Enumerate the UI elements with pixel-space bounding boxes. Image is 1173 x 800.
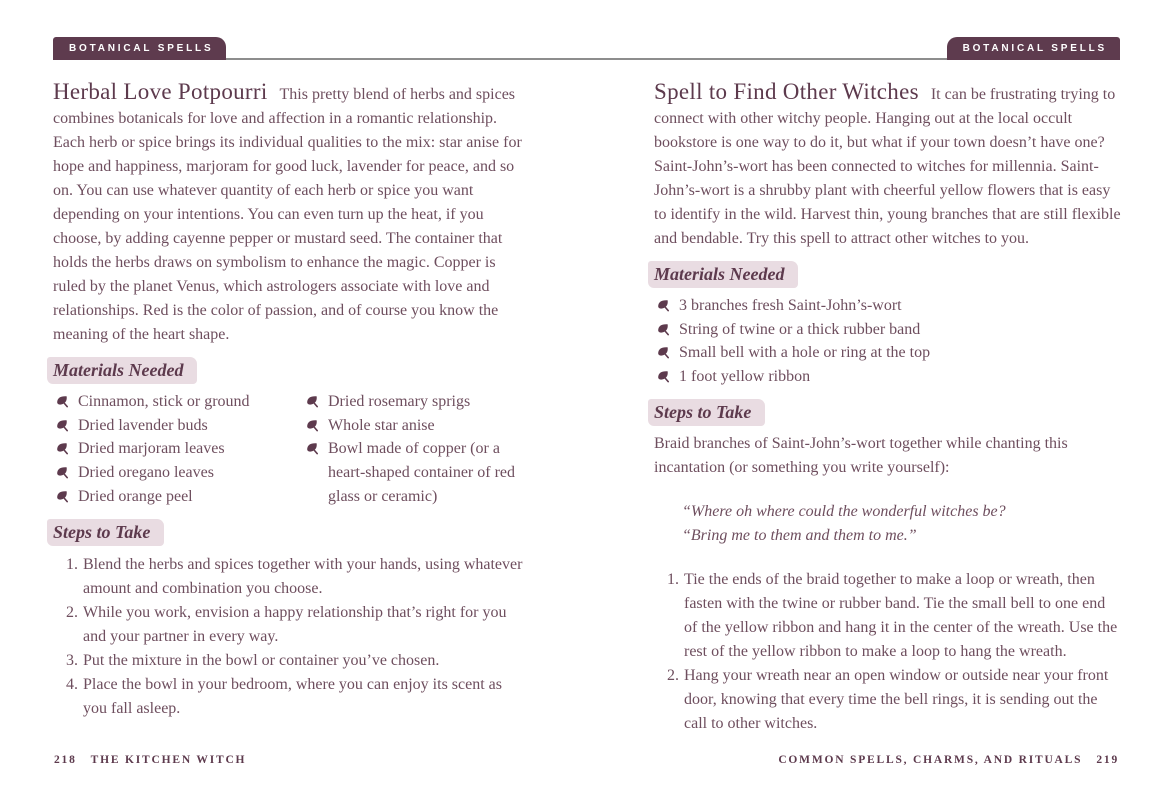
step-item: 1. Blend the herbs and spices together with your hands, using whatever amount and combination you choose. — [82, 553, 527, 601]
material-text: Dried lavender buds — [78, 416, 208, 434]
running-title-chapter: COMMON SPELLS, CHARMS, AND RITUALS — [778, 754, 1083, 766]
leaf-bullet-icon — [657, 346, 670, 359]
material-text: 1 foot yellow ribbon — [679, 368, 811, 386]
left-lead-paragraph — [53, 80, 527, 347]
material-item — [53, 461, 303, 485]
left-page-footer — [54, 754, 246, 766]
leaf-bullet-icon — [657, 323, 670, 336]
right-materials-list — [654, 294, 1122, 389]
leaf-bullet-icon — [56, 419, 69, 432]
left-materials-columns — [53, 388, 527, 509]
material-text: Dried orange peel — [78, 487, 193, 505]
material-item — [303, 390, 527, 414]
section-badge-left: BOTANICAL SPELLS — [53, 37, 226, 60]
material-item — [303, 414, 527, 438]
material-item — [654, 318, 1122, 342]
material-text: Dried oregano leaves — [78, 464, 214, 482]
left-materials-list-col1 — [53, 390, 303, 509]
page-number-left: 218 — [54, 754, 77, 766]
material-text: Bowl made of copper (or a heart-shaped container of red glass or ceramic) — [328, 440, 516, 505]
step-item: 3. Put the mixture in the bowl or container you’ve chosen. — [82, 649, 527, 673]
leaf-bullet-icon — [56, 395, 69, 408]
incantation-quote — [682, 500, 1122, 548]
leaf-bullet-icon — [56, 442, 69, 455]
material-item — [303, 437, 527, 508]
step-item: 2. Hang your wreath near an open window or outside near your front door, knowing that every time the bell rings, it is sending out the call to other witches. — [683, 664, 1122, 736]
material-item — [654, 365, 1122, 389]
right-page-footer — [778, 754, 1119, 766]
leaf-bullet-icon — [56, 490, 69, 503]
material-item — [53, 437, 303, 461]
right-intro-text: It can be frustrating trying to connect with other witchy people. Hanging out at the local occult bookstore is one way to do it, but what if your town doesn’t have one? Saint-John’s-wort has been connected to witches for millennia. Saint-John’s-wort is a shrubby plant with cheerful yellow flowers that is easy to identify in the wild. Harvest thin, young branches that are still flexible and bendable. Try this spell to attract other witches to you. — [654, 86, 1121, 247]
incantation-line: “Where oh where could the wonderful witches be? — [682, 502, 1006, 520]
left-materials-heading: Materials Needed — [47, 357, 197, 384]
left-steps-heading: Steps to Take — [47, 519, 164, 546]
material-text: 3 branches fresh Saint-John’s-wort — [679, 297, 902, 314]
leaf-bullet-icon — [657, 370, 670, 383]
incantation-line: “Bring me to them and them to me.” — [682, 526, 917, 544]
leaf-bullet-icon — [306, 395, 319, 408]
right-materials-heading: Materials Needed — [648, 261, 798, 288]
left-steps-list — [53, 553, 527, 721]
leaf-bullet-icon — [306, 419, 319, 432]
leaf-bullet-icon — [56, 466, 69, 479]
page-number-right: 219 — [1096, 754, 1119, 766]
step-item: 4. Place the bowl in your bedroom, where you can enjoy its scent as you fall asleep. — [82, 673, 527, 721]
right-steps-intro: Braid branches of Saint-John’s-wort together while chanting this incantation (or something you write yourself): — [654, 434, 1068, 476]
leaf-bullet-icon — [306, 442, 319, 455]
left-materials-list-col2 — [303, 390, 527, 509]
running-title-book: THE KITCHEN WITCH — [90, 754, 247, 766]
material-item — [654, 341, 1122, 365]
right-page — [654, 80, 1122, 736]
right-steps-list — [654, 568, 1122, 736]
section-badge-right: BOTANICAL SPELLS — [947, 37, 1120, 60]
material-text: Dried rosemary sprigs — [328, 393, 471, 410]
leaf-bullet-icon — [657, 299, 670, 312]
material-text: Dried marjoram leaves — [78, 440, 225, 458]
left-intro-text: This pretty blend of herbs and spices combines botanicals for love and affection in a romantic relationship. Each herb or spice brings its individual qualities to the mix: star anise for hope and happiness, marjoram for good luck, lavender for peace, and so on. You can use whatever quantity of each herb or spice you want depending on your intentions. You can even turn up the heat, if you choose, by adding cayenne pepper or mustard seed. The container that holds the herbs draws on symbolism to enhance the magic. Copper is ruled by the planet Venus, which astrologers associate with love and relationships. Red is the color of passion, and of course you know the meaning of the heart shape. — [53, 86, 522, 343]
material-text: Whole star anise — [328, 416, 435, 434]
material-text: String of twine or a thick rubber band — [679, 320, 921, 338]
material-text: Cinnamon, stick or ground — [78, 393, 250, 410]
right-page-title: Spell to Find Other Witches — [654, 79, 919, 104]
material-item — [53, 414, 303, 438]
right-lead-paragraph — [654, 80, 1122, 251]
material-item — [53, 390, 303, 414]
left-page — [53, 80, 527, 721]
material-text: Small bell with a hole or ring at the top — [679, 344, 931, 362]
material-item — [654, 294, 1122, 318]
step-item: 2. While you work, envision a happy relationship that’s right for you and your partner in every way. — [82, 601, 527, 649]
right-steps-heading: Steps to Take — [648, 399, 765, 426]
material-item — [53, 485, 303, 509]
left-page-title: Herbal Love Potpourri — [53, 79, 268, 104]
step-item: 1. Tie the ends of the braid together to make a loop or wreath, then fasten with the twine or rubber band. Tie the small bell to one end of the yellow ribbon and hang it in the center of the wreath. Use the rest of the yellow ribbon to make a loop to hang the wreath. — [683, 568, 1122, 664]
